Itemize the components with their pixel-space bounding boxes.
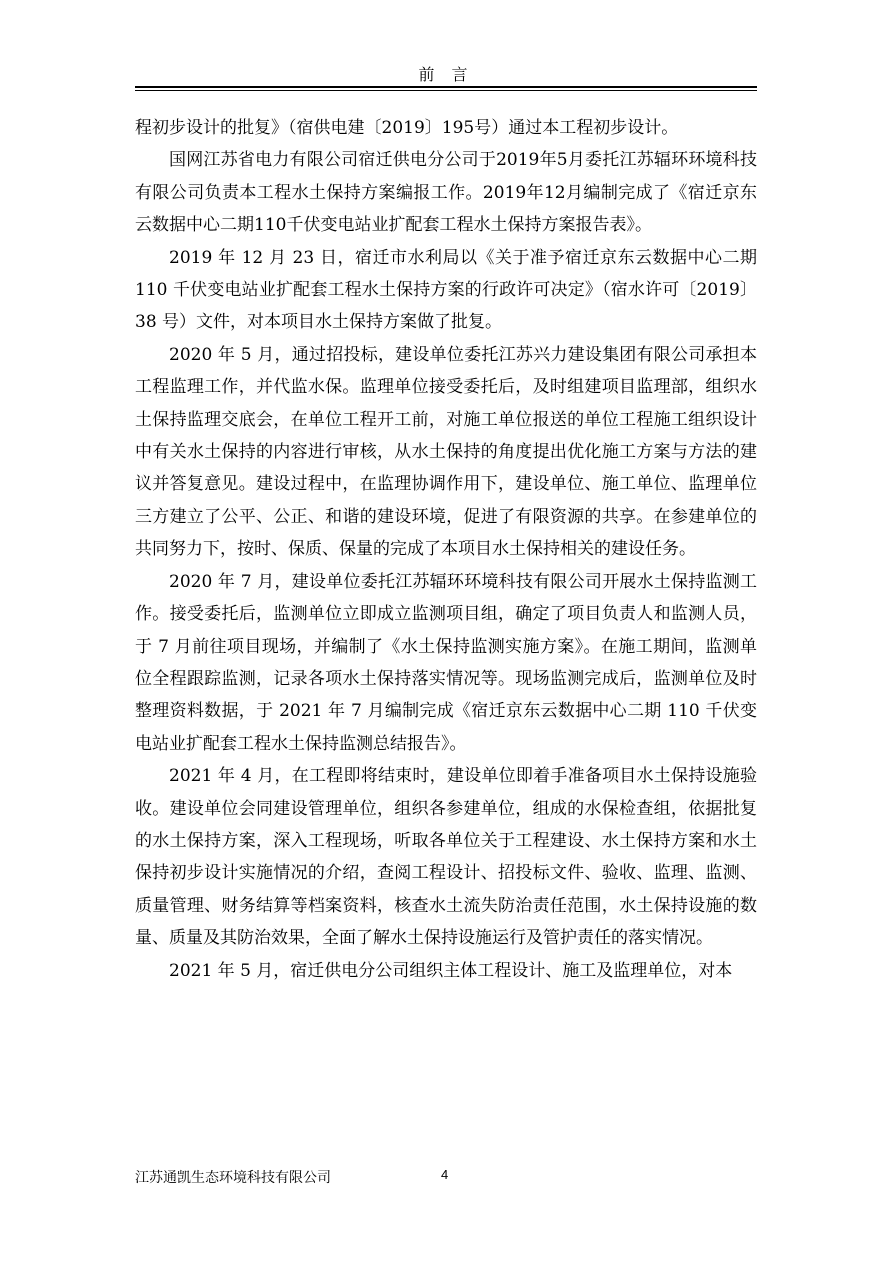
footer-company: 江苏通凯生态环境科技有限公司	[135, 1170, 331, 1186]
paragraph: 2019 年 12 月 23 日，宿迁市水利局以《关于准予宿迁京东云数据中心二期 110 千伏变电站业扩配套工程水土保持方案的行政许可决定》（宿水许可〔2019〕38 号）文件，对本项目水土保持方案做了批复。	[135, 247, 757, 333]
paragraph: 程初步设计的批复》（宿供电建〔2019〕195号）通过本工程初步设计。	[135, 118, 679, 138]
paragraph: 2020 年 7 月，建设单位委托江苏辐环环境科技有限公司开展水土保持监测工作。接受委托后，监测单位立即成立监测项目组，确定了项目负责人和监测人员，于 7 月前往项目现场，并编制了《水土保持监测实施方案》。在施工期间，监测单位全程跟踪监测，记录各项水土保持落实情况等。现场监测完成后，监测单位及时整理资料数据，于 2021 年 7 月编制完成《宿迁京东云数据中心二期 110 千伏变电站业扩配套工程水土保持监测总结报告》。	[135, 571, 757, 754]
paragraph: 2021 年 5 月，宿迁供电分公司组织主体工程设计、施工及监理单位，对本	[169, 960, 733, 981]
paragraph: 2020 年 5 月，通过招投标，建设单位委托江苏兴力建设集团有限公司承担本工程监理工作，并代监水保。监理单位接受委托后，及时组建项目监理部，组织水土保持监理交底会，在单位工程开工前，对施工单位报送的单位工程施工组织设计中有关水土保持的内容进行审核，从水土保持的角度提出优化施工方案与方法的建议并答复意见。建设过程中，在监理协调作用下，建设单位、施工单位、监理单位三方建立了公平、公正、和谐的建设环境，促进了有限资源的共享。在参建单位的共同努力下，按时、保质、保量的完成了本项目水土保持相关的建设任务。	[135, 344, 757, 560]
body-text	[135, 112, 757, 987]
paragraph: 2021 年 4 月，在工程即将结束时，建设单位即着手准备项目水土保持设施验收。建设单位会同建设管理单位，组织各参建单位，组成的水保检查组，依据批复的水土保持方案，深入工程现场，听取各单位关于工程建设、水土保持方案和水土保持初步设计实施情况的介绍，查阅工程设计、招投标文件、验收、监理、监测、质量管理、财务结算等档案资料，核查水土流失防治责任范围，水土保持设施的数量、质量及其防治效果，全面了解水土保持设施运行及管护责任的落实情况。	[135, 766, 757, 949]
header-rule-thin	[135, 90, 757, 91]
page-header-title: 前 言	[418, 65, 474, 84]
paragraph: 国网江苏省电力有限公司宿迁供电分公司于2019年5月委托江苏辐环环境科技有限公司负责本工程水土保持方案编报工作。2019年12月编制完成了《宿迁京东云数据中心二期110千伏变电站业扩配套工程水土保持方案报告表》。	[135, 150, 757, 236]
header-rule	[135, 86, 757, 88]
page-number: 4	[441, 1167, 449, 1182]
